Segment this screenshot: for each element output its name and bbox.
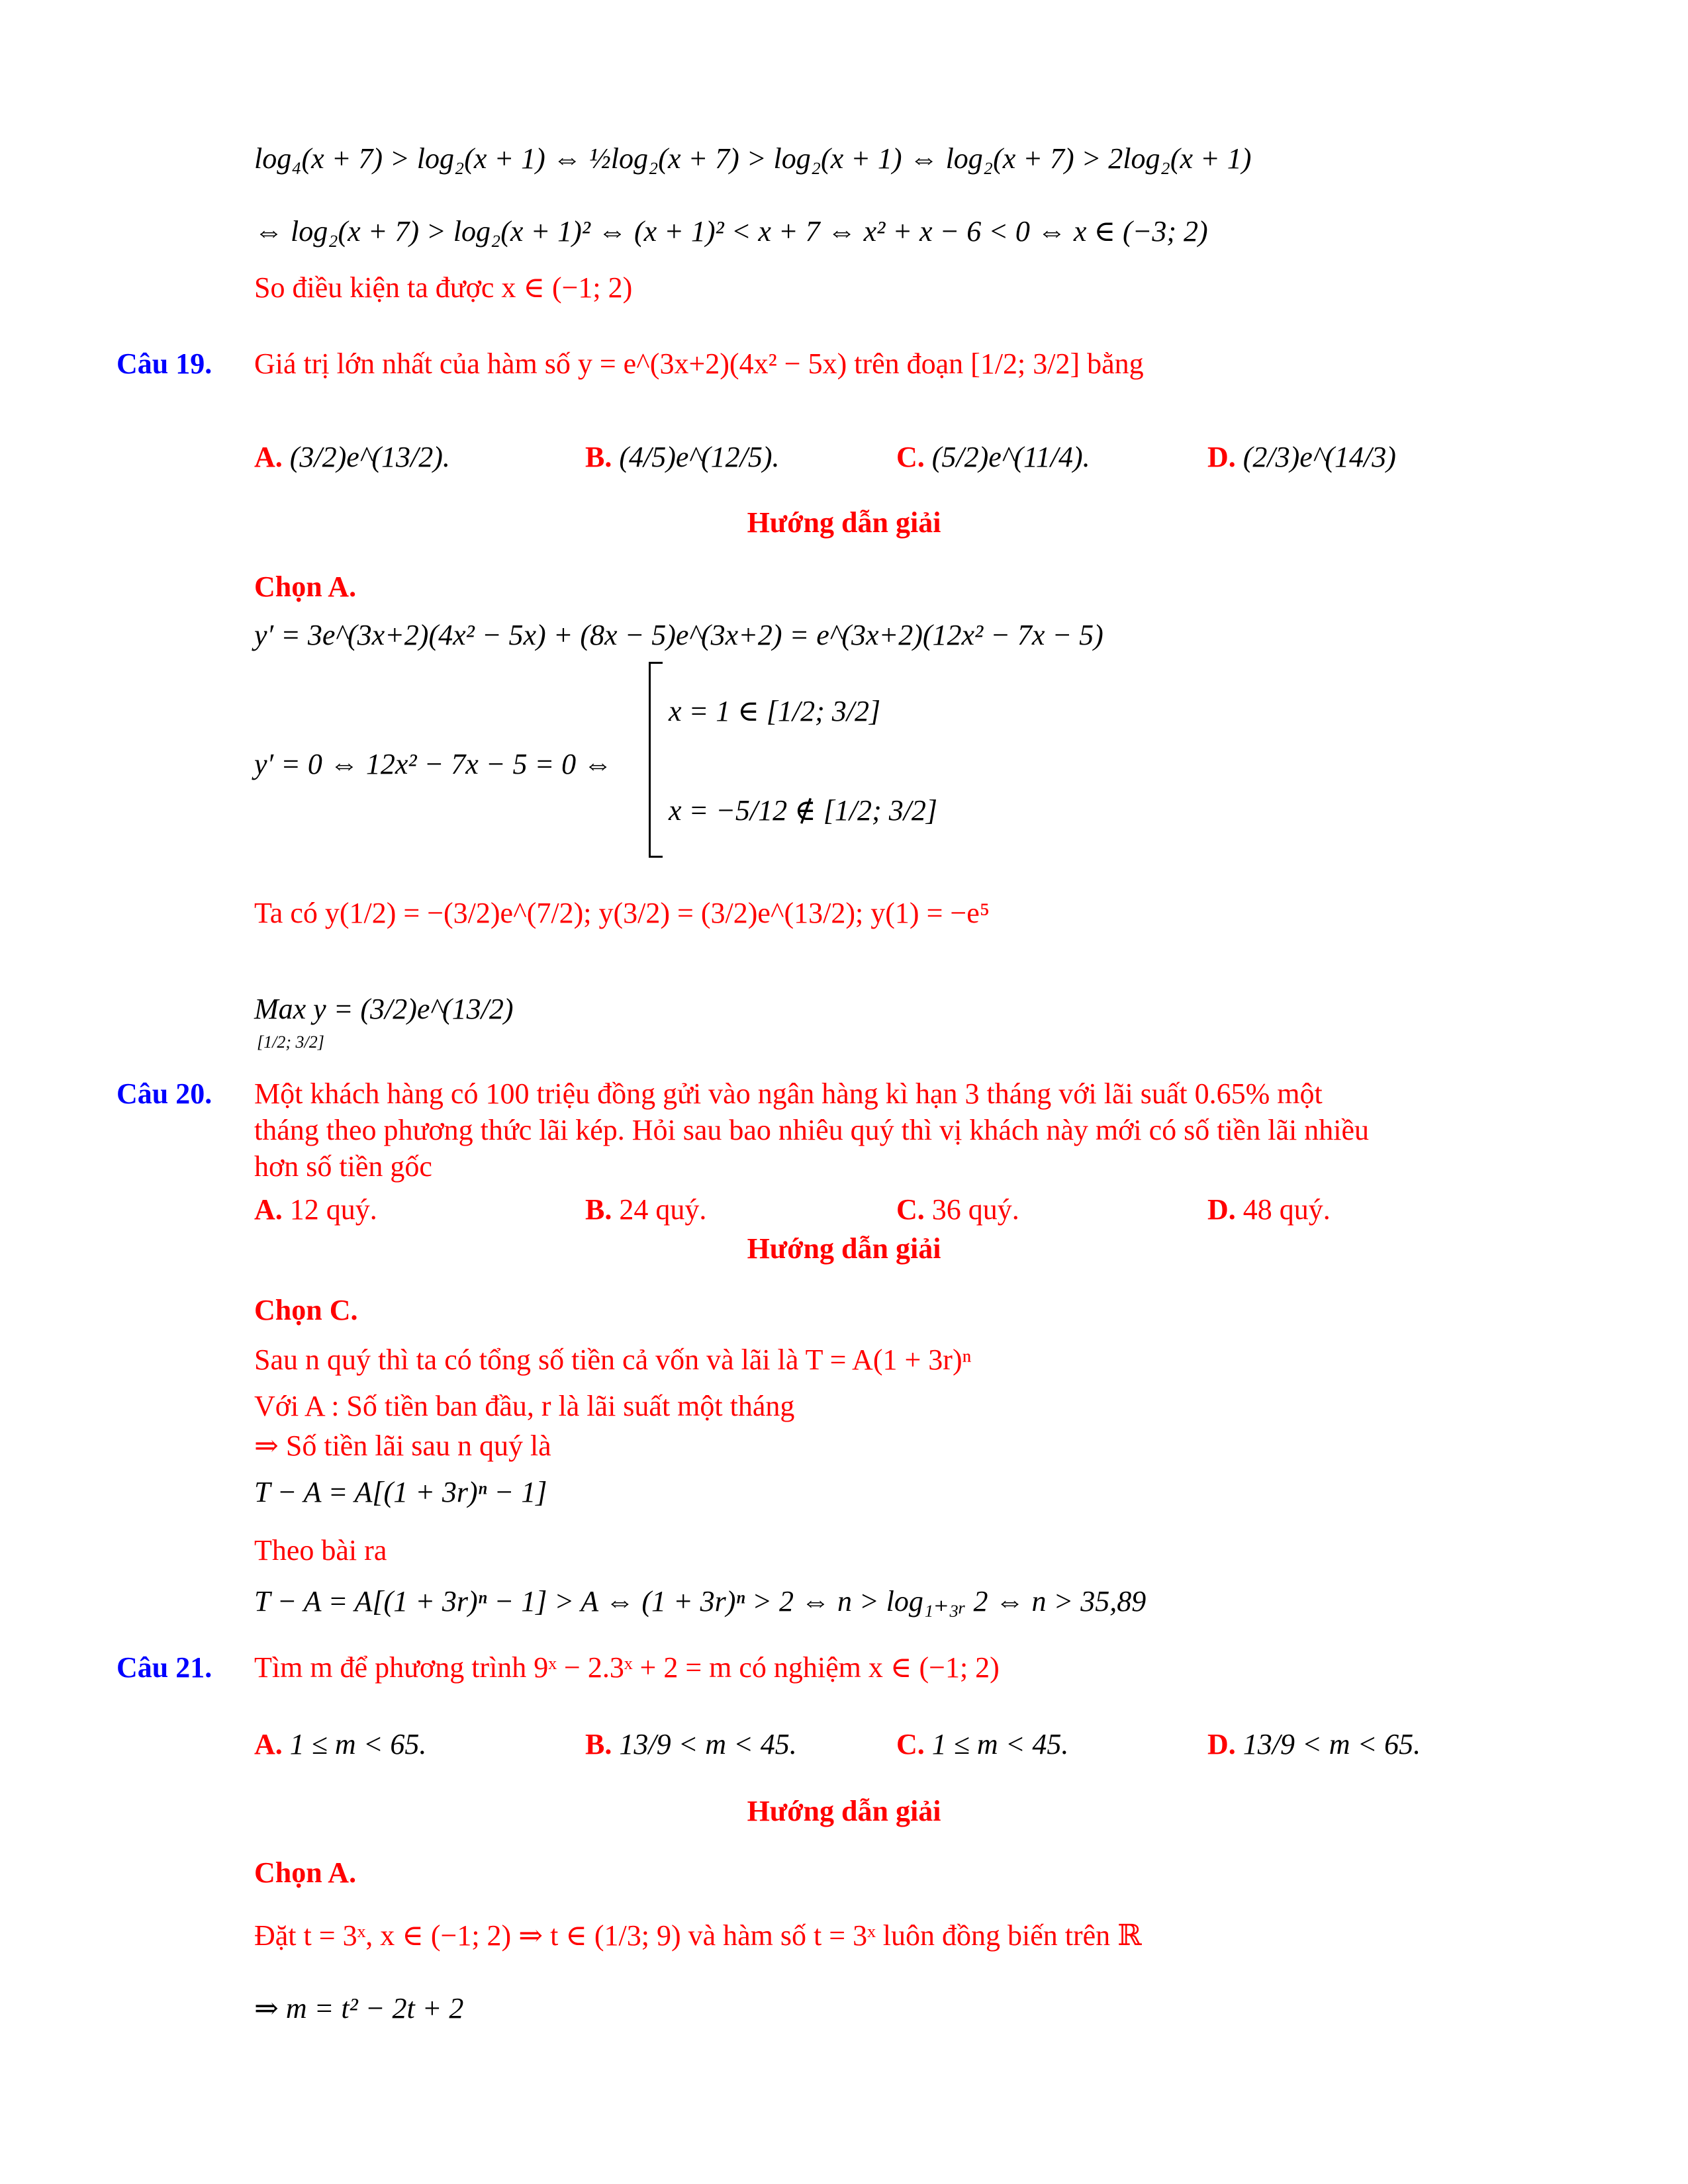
q19-option-b[interactable]	[585, 440, 780, 474]
option-text: (2/3)e^(14/3)	[1243, 441, 1396, 473]
question-20-stem-2: tháng theo phương thức lãi kép. Hỏi sau bao nhiêu quý thì vị khách này mới có số tiền lãi nhiều	[254, 1114, 1370, 1146]
option-letter: C.	[896, 1193, 925, 1226]
q19-step-2: y′ = 0 ⇔ 12x² − 7x − 5 = 0 ⇔	[254, 748, 613, 780]
q19-step-3: Ta có y(1/2) = −(3/2)e^(7/2); y(3/2) = (3/2)e^(13/2); y(1) = −e⁵	[254, 897, 990, 929]
q19-step-1: y′ = 3e^(3x+2)(4x² − 5x) + (8x − 5)e^(3x+2) = e^(3x+2)(12x² − 7x − 5)	[254, 619, 1103, 651]
q19-root-2: x = −5/12 ∉ [1/2; 3/2]	[669, 794, 938, 827]
q21-option-b[interactable]	[585, 1727, 797, 1761]
option-text: 48 quý.	[1243, 1193, 1331, 1226]
option-letter: A.	[254, 1728, 283, 1760]
option-letter: B.	[585, 1728, 612, 1760]
q19-guide-heading: Hướng dẫn giải	[747, 506, 941, 539]
q19-option-a[interactable]	[254, 440, 450, 474]
option-text: (3/2)e^(13/2).	[289, 441, 450, 473]
q21-option-a[interactable]	[254, 1727, 426, 1761]
q20-step-3: ⇒ Số tiền lãi sau n quý là	[254, 1430, 551, 1462]
option-text: 13/9 < m < 65.	[1243, 1728, 1421, 1760]
q19-root-1: x = 1 ∈ [1/2; 3/2]	[669, 695, 881, 727]
option-text: 24 quý.	[619, 1193, 707, 1226]
q19-option-d[interactable]	[1207, 440, 1396, 474]
q19-option-c[interactable]	[896, 440, 1090, 474]
option-letter: A.	[254, 1193, 283, 1226]
q20-answer: Chọn C.	[254, 1294, 358, 1326]
q20-step-5: Theo bài ra	[254, 1534, 387, 1567]
math-line-2: ⇔ log₂(x + 7) > log₂(x + 1)² ⇔ (x + 1)² < x + 7 ⇔ x² + x − 6 < 0 ⇔ x ∈ (−3; 2)	[254, 215, 1208, 248]
question-19-label: Câu 19.	[117, 347, 212, 380]
option-letter: D.	[1207, 1728, 1236, 1760]
q20-step-6: T − A = A[(1 + 3r)ⁿ − 1] > A ⇔ (1 + 3r)ⁿ > 2 ⇔ n > log₁₊₃ᵣ 2 ⇔ n > 35,89	[254, 1585, 1147, 1617]
system-bracket	[649, 662, 663, 858]
q21-step-2: ⇒ m = t² − 2t + 2	[254, 1992, 464, 2025]
question-20-label: Câu 20.	[117, 1077, 212, 1110]
question-21-label: Câu 21.	[117, 1651, 212, 1684]
math-line-1: log₄(x + 7) > log₂(x + 1) ⇔ ½log₂(x + 7) > log₂(x + 1) ⇔ log₂(x + 7) > 2log₂(x + 1)	[254, 142, 1252, 175]
q20-option-c[interactable]	[896, 1193, 1019, 1226]
q19-max: Max y = (3/2)e^(13/2)	[254, 993, 514, 1025]
option-text: 12 quý.	[289, 1193, 377, 1226]
q20-option-b[interactable]	[585, 1193, 706, 1226]
option-letter: D.	[1207, 441, 1236, 473]
option-text: 1 ≤ m < 45.	[931, 1728, 1069, 1760]
q20-step-2: Với A : Số tiền ban đầu, r là lãi suất một tháng	[254, 1390, 795, 1422]
q19-answer: Chọn A.	[254, 570, 357, 603]
question-20-stem-3: hơn số tiền gốc	[254, 1150, 432, 1183]
condition-line: So điều kiện ta được x ∈ (−1; 2)	[254, 271, 633, 304]
option-text: 1 ≤ m < 65.	[289, 1728, 427, 1760]
q20-option-a[interactable]	[254, 1193, 377, 1226]
q21-option-c[interactable]	[896, 1727, 1068, 1761]
option-text: (4/5)e^(12/5).	[619, 441, 780, 473]
question-20-stem-1: Một khách hàng có 100 triệu đồng gửi vào ngân hàng kì hạn 3 tháng với lãi suất 0.65% một	[254, 1077, 1323, 1110]
q20-step-1: Sau n quý thì ta có tổng số tiền cả vốn và lãi là T = A(1 + 3r)ⁿ	[254, 1343, 972, 1376]
q20-guide-heading: Hướng dẫn giải	[747, 1232, 941, 1265]
q21-guide-heading: Hướng dẫn giải	[747, 1795, 941, 1827]
q21-answer: Chọn A.	[254, 1856, 357, 1889]
option-text: (5/2)e^(11/4).	[931, 441, 1090, 473]
question-19-stem: Giá trị lớn nhất của hàm số y = e^(3x+2)(4x² − 5x) trên đoạn [1/2; 3/2] bằng	[254, 347, 1144, 380]
q19-max-domain: [1/2; 3/2]	[257, 1032, 324, 1052]
option-letter: B.	[585, 441, 612, 473]
q20-step-4: T − A = A[(1 + 3r)ⁿ − 1]	[254, 1476, 547, 1508]
option-text: 13/9 < m < 45.	[619, 1728, 797, 1760]
option-letter: C.	[896, 1728, 925, 1760]
option-letter: B.	[585, 1193, 612, 1226]
q20-option-d[interactable]	[1207, 1193, 1331, 1226]
q21-step-1: Đặt t = 3ˣ, x ∈ (−1; 2) ⇒ t ∈ (1/3; 9) và hàm số t = 3ˣ luôn đồng biến trên ℝ	[254, 1919, 1142, 1952]
option-letter: C.	[896, 441, 925, 473]
option-text: 36 quý.	[931, 1193, 1019, 1226]
q21-option-d[interactable]	[1207, 1727, 1421, 1761]
question-21-stem: Tìm m để phương trình 9ˣ − 2.3ˣ + 2 = m có nghiệm x ∈ (−1; 2)	[254, 1651, 1000, 1684]
option-letter: A.	[254, 441, 283, 473]
option-letter: D.	[1207, 1193, 1236, 1226]
